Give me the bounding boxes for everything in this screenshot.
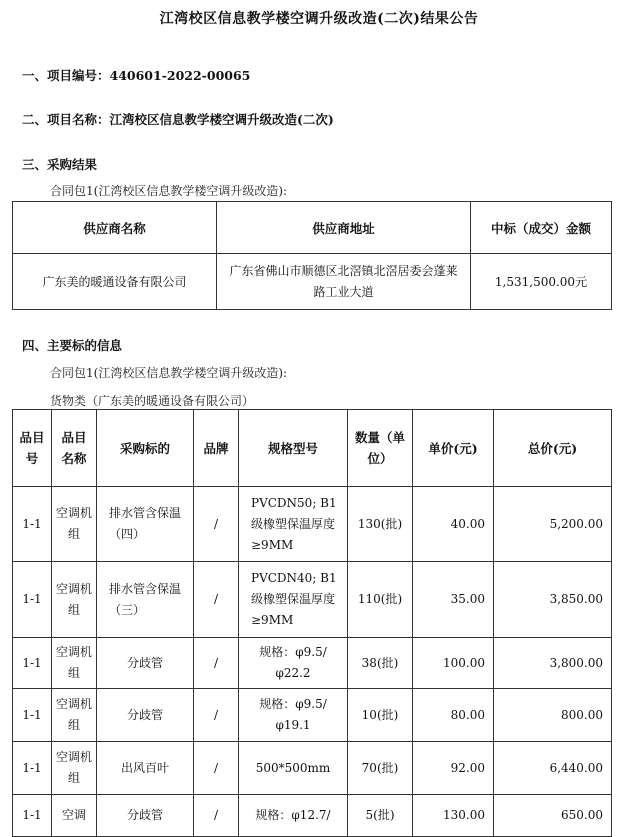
project-number-value: 440601-2022-00065 xyxy=(109,68,251,83)
item-brand: / xyxy=(194,689,239,742)
item-quantity: 38(批) xyxy=(348,638,413,689)
table-row xyxy=(13,638,612,689)
item-unit-price: 100.00 xyxy=(413,638,494,689)
award-amount: 1,531,500.00元 xyxy=(471,254,612,310)
item-unit-price: 80.00 xyxy=(413,689,494,742)
table-row xyxy=(13,562,612,638)
item-subject: 分歧管 xyxy=(97,795,194,837)
items-table xyxy=(12,409,612,837)
item-unit-price: 92.00 xyxy=(413,742,494,795)
item-brand: / xyxy=(194,638,239,689)
header-brand: 品牌 xyxy=(194,410,239,487)
header-spec: 规格型号 xyxy=(239,410,348,487)
item-subject: 出风百叶 xyxy=(97,742,194,795)
item-number: 1-1 xyxy=(13,562,52,638)
procurement-result-heading: 三、采购结果 xyxy=(22,157,98,172)
project-name-value: 江湾校区信息教学楼空调升级改造(二次) xyxy=(109,112,334,127)
item-name: 空调机组 xyxy=(52,742,97,795)
item-quantity: 5(批) xyxy=(348,795,413,837)
header-quantity: 数量（单位） xyxy=(348,410,413,487)
header-item-name: 品目名称 xyxy=(52,410,97,487)
item-quantity: 130(批) xyxy=(348,487,413,562)
supplier-address: 广东省佛山市顺德区北滘镇北滘居委会蓬莱路工业大道 xyxy=(217,254,471,310)
item-subject: 排水管含保温（三） xyxy=(97,562,194,638)
item-total-price: 800.00 xyxy=(494,689,612,742)
item-quantity: 110(批) xyxy=(348,562,413,638)
item-total-price: 6,440.00 xyxy=(494,742,612,795)
item-subject: 排水管含保温（四） xyxy=(97,487,194,562)
item-spec: 规格：φ12.7/ xyxy=(239,795,348,837)
item-total-price: 3,850.00 xyxy=(494,562,612,638)
table-row xyxy=(13,742,612,795)
item-total-price: 3,800.00 xyxy=(494,638,612,689)
item-subject: 分歧管 xyxy=(97,689,194,742)
item-quantity: 70(批) xyxy=(348,742,413,795)
item-number: 1-1 xyxy=(13,742,52,795)
item-spec: PVCDN40; B1级橡塑保温厚度≥9MM xyxy=(239,562,348,638)
item-spec: 500*500mm xyxy=(239,742,348,795)
item-brand: / xyxy=(194,795,239,837)
header-supplier-name: 供应商名称 xyxy=(13,202,217,254)
table-row xyxy=(13,689,612,742)
header-subject: 采购标的 xyxy=(97,410,194,487)
item-name: 空调机组 xyxy=(52,562,97,638)
item-number: 1-1 xyxy=(13,487,52,562)
result-table xyxy=(12,201,612,310)
table-row xyxy=(13,795,612,837)
header-item-number: 品目号 xyxy=(13,410,52,487)
table-row xyxy=(13,487,612,562)
item-number: 1-1 xyxy=(13,689,52,742)
item-number: 1-1 xyxy=(13,638,52,689)
project-number-label: 一、项目编号： xyxy=(22,68,110,83)
item-quantity: 10(批) xyxy=(348,689,413,742)
item-brand: / xyxy=(194,742,239,795)
goods-category-label: 货物类（广东美的暖通设备有限公司） xyxy=(50,394,255,408)
contract-package-label: 合同包1(江湾校区信息教学楼空调升级改造): xyxy=(50,184,288,198)
project-number-line xyxy=(22,66,250,84)
item-unit-price: 130.00 xyxy=(413,795,494,837)
header-unit-price: 单价(元) xyxy=(413,410,494,487)
supplier-name: 广东美的暖通设备有限公司 xyxy=(13,254,217,310)
item-spec: 规格：φ9.5/φ19.1 xyxy=(239,689,348,742)
item-spec: 规格：φ9.5/φ22.2 xyxy=(239,638,348,689)
item-total-price: 650.00 xyxy=(494,795,612,837)
page-title: 江湾校区信息教学楼空调升级改造(二次)结果公告 xyxy=(159,11,479,27)
item-name: 空调 xyxy=(52,795,97,837)
item-name: 空调机组 xyxy=(52,689,97,742)
item-name: 空调机组 xyxy=(52,638,97,689)
item-total-price: 5,200.00 xyxy=(494,487,612,562)
item-unit-price: 40.00 xyxy=(413,487,494,562)
item-number: 1-1 xyxy=(13,795,52,837)
item-brand: / xyxy=(194,487,239,562)
project-name-line xyxy=(22,110,334,128)
main-items-heading: 四、主要标的信息 xyxy=(22,338,123,353)
project-name-label: 二、项目名称： xyxy=(22,112,110,127)
item-unit-price: 35.00 xyxy=(413,562,494,638)
item-subject: 分歧管 xyxy=(97,638,194,689)
header-supplier-address: 供应商地址 xyxy=(217,202,471,254)
contract-package-label-2: 合同包1(江湾校区信息教学楼空调升级改造): xyxy=(50,366,288,380)
item-brand: / xyxy=(194,562,239,638)
header-total-price: 总价(元) xyxy=(494,410,612,487)
item-spec: PVCDN50; B1级橡塑保温厚度≥9MM xyxy=(239,487,348,562)
item-name: 空调机组 xyxy=(52,487,97,562)
header-award-amount: 中标（成交）金额 xyxy=(471,202,612,254)
